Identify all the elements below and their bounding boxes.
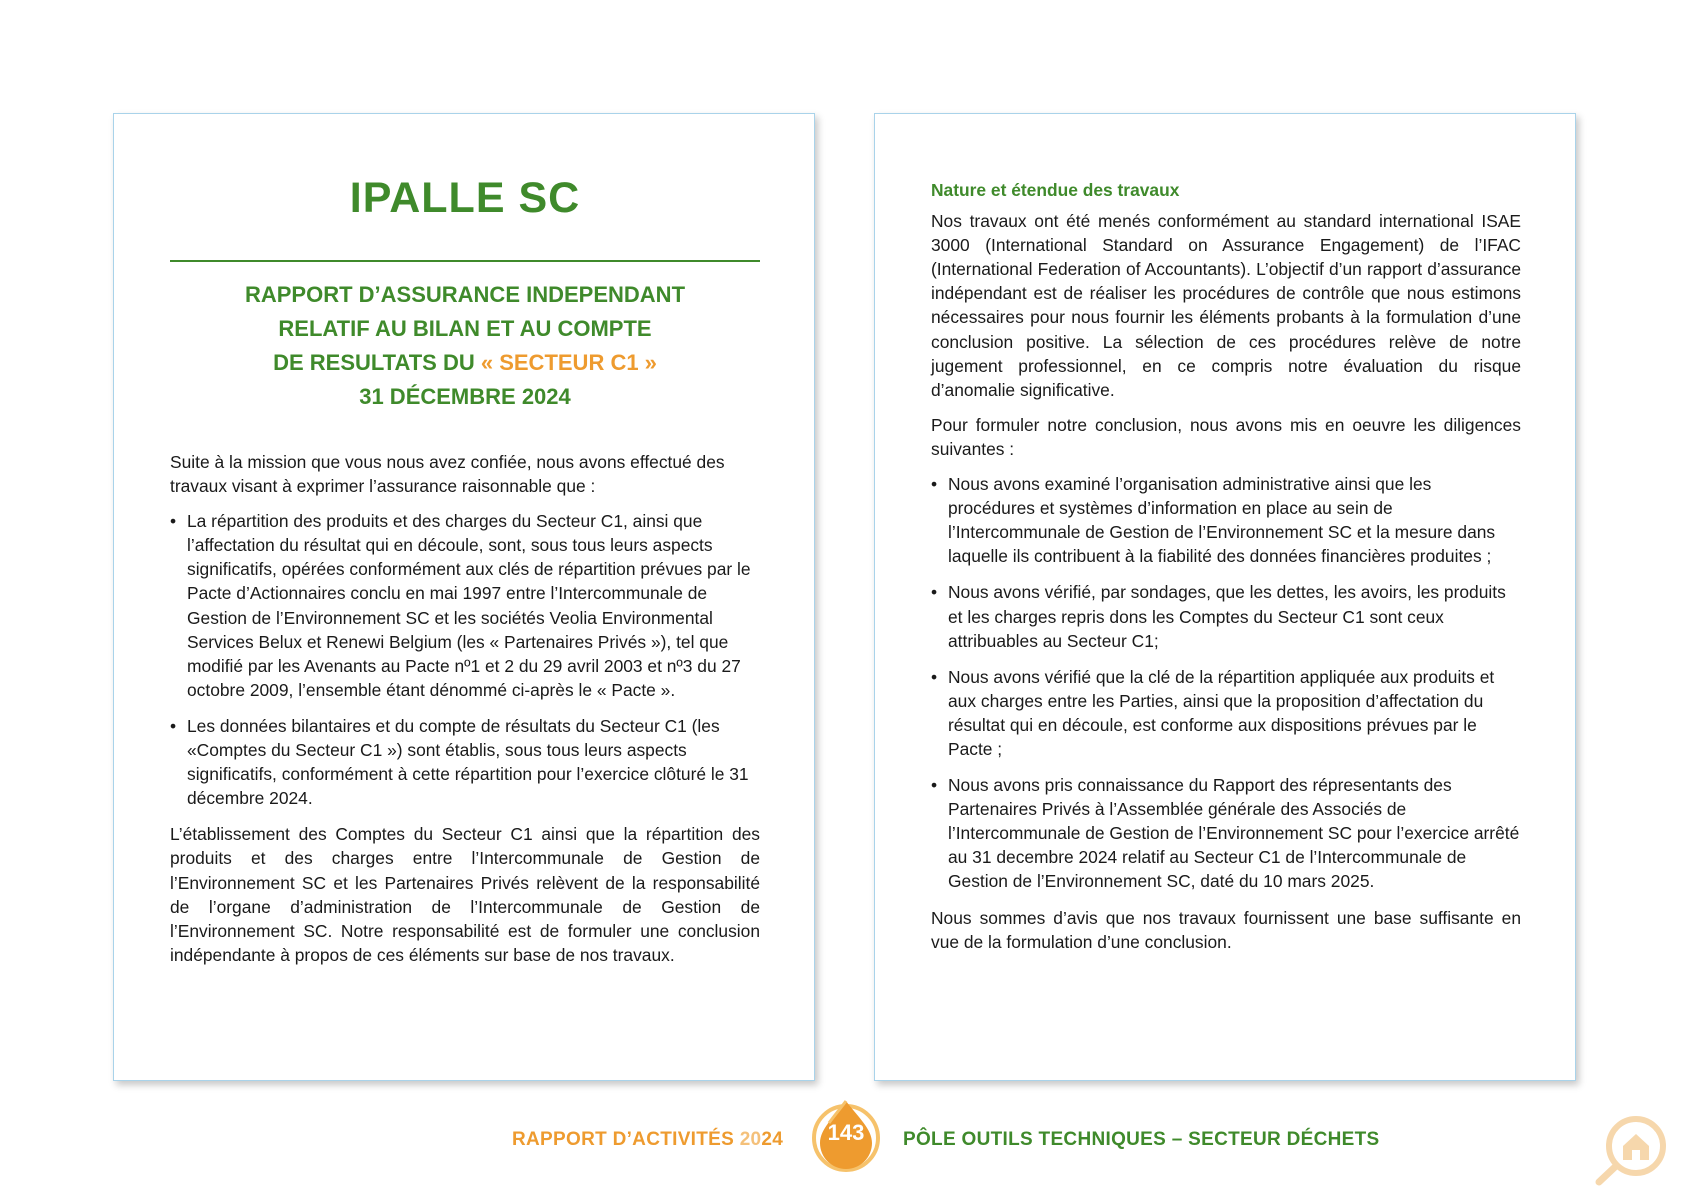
footer-year-part-2: 24 bbox=[761, 1129, 784, 1150]
intro-paragraph: Suite à la mission que vous nous avez confiée, nous avons effectué des travaux visant à exprimer l’assurance raisonnable que : bbox=[170, 452, 725, 497]
list-item bbox=[931, 665, 1521, 761]
list-item-text: Nous avons examiné l’organisation administrative ainsi que les procédures et systèmes d’information en place au sein de l’Intercommunale de Gestion de l’Environnement SC et la mesure dans laquelle ils contribuent à la fiabilité des données financières produites ; bbox=[948, 474, 1496, 567]
bullet-icon: • bbox=[931, 666, 938, 687]
diligence-intro-paragraph: Pour formuler notre conclusion, nous avons mis en oeuvre les diligences suivantes : bbox=[931, 414, 1521, 459]
bullet-icon: • bbox=[931, 775, 938, 796]
bullet-icon: • bbox=[931, 582, 938, 603]
list-item bbox=[931, 472, 1521, 568]
list-item bbox=[170, 714, 760, 810]
footer-report-label bbox=[512, 1129, 783, 1151]
subtitle-line-2: RELATIF AU BILAN ET AU COMPTE bbox=[278, 316, 652, 341]
list-item-text: Nous avons vérifié que la clé de la répartition appliquée aux produits et aux charges entre les Parties, ainsi que la proposition d’affectation du résultat qui en découle, est conforme aux dispositions prévues par le Pacte ; bbox=[948, 666, 1495, 759]
footer-section-label: PÔLE OUTILS TECHNIQUES – SECTEUR DÉCHETS bbox=[903, 1129, 1380, 1150]
report-subtitle bbox=[170, 278, 760, 414]
bullet-icon: • bbox=[170, 511, 177, 532]
diligence-bullet-list bbox=[931, 472, 1521, 894]
list-item bbox=[931, 580, 1521, 652]
conclusion-paragraph: Nous sommes d’avis que nos travaux fournissent une base suffisante en vue de la formulation d’une conclusion. bbox=[931, 907, 1521, 952]
list-item-text: La répartition des produits et des charges du Secteur C1, ainsi que l’affectation du résultat qui en découle, sont, sous tous leurs aspects significatifs, opérées conformément aux clés de répartition prévues par le Pacte d’Actionnaires conclu en mai 1997 entre l’Intercommunale de Gestion de l’Environnement SC et les sociétés Veolia Environmental Services Belux et Renewi Belgium (les « Partenaires Privés »), tel que modifié par les Avenants au Pacte nº1 et 2 du 29 avril 2003 et nº3 du 27 octobre 2009, l’ensemble étant dénommé ci-après le « Pacte ». bbox=[187, 511, 751, 700]
subtitle-line-1: RAPPORT D’ASSURANCE INDEPENDANT bbox=[244, 282, 686, 307]
bullet-icon: • bbox=[170, 715, 177, 736]
subtitle-line-3 bbox=[170, 346, 760, 380]
right-body bbox=[931, 178, 1521, 965]
scope-paragraph: Nos travaux ont été menés conformément au standard international ISAE 3000 (International Standard on Assurance Engagement) de l’IFAC (International Federation of Accountants). L’objectif d’un rapport d’assurance indépendant est de réaliser les procédures de contrôle que nous estimons nécessaires pour nous fournir les éléments probants à la formulation d’une conclusion positive. La sélection de ces procédures relève de notre jugement professionnel, en ce compris notre évaluation du risque d’anomalie significative. bbox=[931, 211, 1521, 400]
subtitle-line-3-prefix: DE RESULTATS DU bbox=[273, 350, 481, 375]
list-item-text: Nous avons pris connaissance du Rapport des répresentants des Partenaires Privés à l’Assemblée générale des Associés de l’Intercommunale de Gestion de l’Environnement SC pour l’exercice arrêté au 31 decembre 2024 relatif au Secteur C1 de l’Intercommunale de Gestion de l’Environnement SC, daté du 10 mars 2025. bbox=[948, 775, 1520, 892]
bullet-icon: • bbox=[931, 474, 938, 495]
list-item-text: Nous avons vérifié, par sondages, que les dettes, les avoirs, les produits et les charges repris dons les Comptes du Secteur C1 sont ceux attribuables au Secteur C1; bbox=[948, 582, 1506, 651]
left-body bbox=[170, 450, 760, 978]
responsibility-paragraph: L’établissement des Comptes du Secteur C1 ainsi que la répartition des produits et des charges entre l’Intercommunale de Gestion de l’Environnement SC et les Partenaires Privés relèvent de la responsabilité de l’organe d’administration de l’Intercommunale de Gestion de l’Environnement SC. Notre responsabilité est de formuler une conclusion indépendante à propos de ces éléments sur base de nos travaux. bbox=[170, 824, 760, 965]
list-item-text: Les données bilantaires et du compte de résultats du Secteur C1 (les «Comptes du Secteur C1 ») sont établis, sous tous leurs aspects significatifs, conformément à cette répartition pour l’exercice clôturé le 31 décembre 2024. bbox=[187, 715, 749, 809]
subtitle-sector-highlight: « SECTEUR C1 » bbox=[480, 350, 657, 375]
left-panel bbox=[113, 113, 815, 1081]
report-title: IPALLE SC bbox=[349, 174, 581, 222]
title-divider bbox=[170, 260, 760, 262]
subtitle-date: 31 DÉCEMBRE 2024 bbox=[359, 384, 571, 409]
right-panel bbox=[874, 113, 1576, 1081]
section-heading: Nature et étendue des travaux bbox=[931, 180, 1180, 200]
list-item bbox=[931, 773, 1521, 893]
footer-report-text: RAPPORT D’ACTIVITÉS bbox=[512, 1129, 740, 1150]
footer-year-part-1: 20 bbox=[739, 1129, 762, 1150]
house-search-icon[interactable] bbox=[1590, 1110, 1670, 1186]
page-number: 143 bbox=[827, 1120, 865, 1145]
assurance-bullet-list bbox=[170, 509, 760, 810]
list-item bbox=[170, 509, 760, 702]
